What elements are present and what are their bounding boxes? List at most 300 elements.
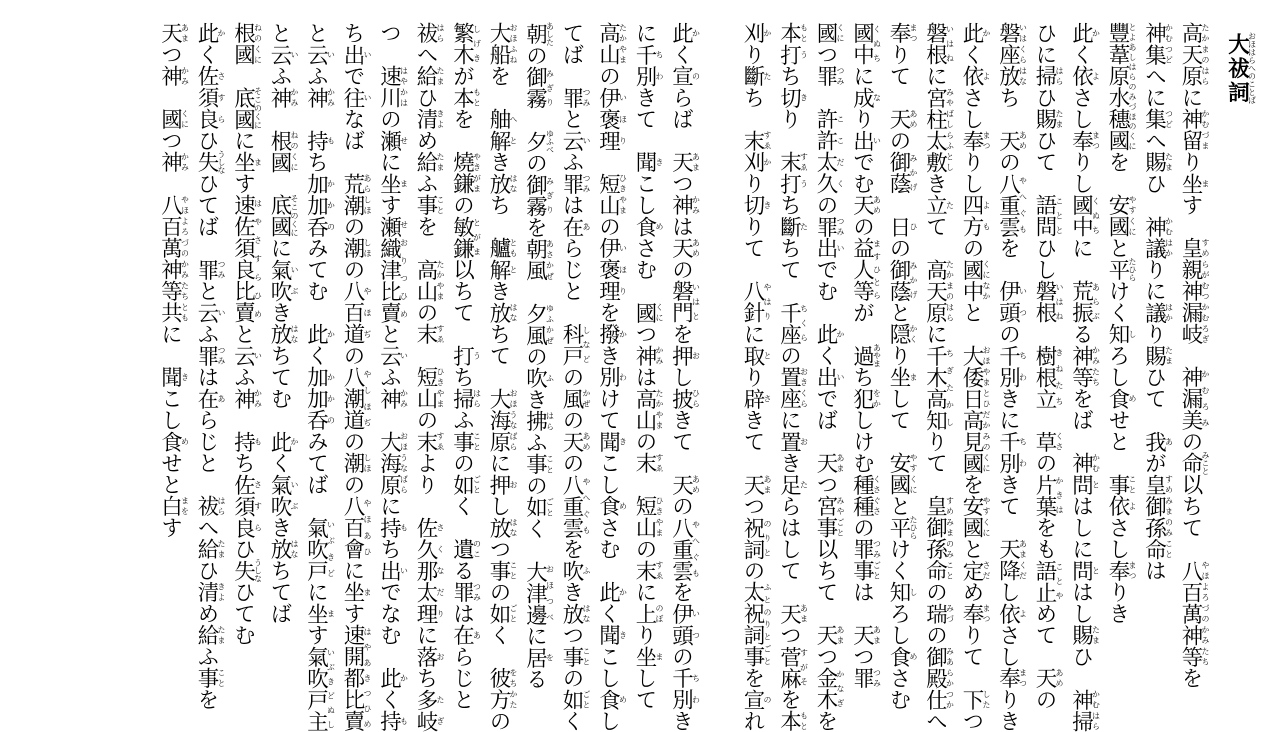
text-segment: でむ xyxy=(813,258,838,323)
furigana: みあらか xyxy=(945,645,955,689)
ruby-word: 千別ちわ xyxy=(632,43,664,87)
ruby-word: 大津邊おほつべ xyxy=(522,560,555,626)
text-segment: く xyxy=(376,688,402,710)
furigana: か xyxy=(217,22,226,44)
ruby-word: 神漏美かむろみ xyxy=(1178,366,1210,431)
text-segment: の xyxy=(668,645,694,667)
text-segment: りに xyxy=(1141,258,1167,302)
ruby-word: 罪事つみごと xyxy=(849,538,882,581)
text-segment: の xyxy=(922,581,948,603)
furigana: か xyxy=(836,323,845,345)
furigana: たま xyxy=(1055,108,1064,130)
furigana: ま xyxy=(655,645,664,667)
furigana: はか xyxy=(1164,301,1174,323)
ruby-word: 潮しほ xyxy=(340,237,372,259)
text-segment: らじと xyxy=(449,645,475,710)
furigana: よ xyxy=(1091,65,1101,87)
text-segment: は xyxy=(559,194,584,216)
text-segment: ひ xyxy=(194,129,219,151)
furigana: あめ xyxy=(909,108,918,130)
furigana: いはね xyxy=(1055,280,1064,323)
furigana: ちわ xyxy=(1018,344,1028,388)
text-column xyxy=(1137,22,1174,698)
text-segment: りき xyxy=(995,688,1021,732)
furigana: やへぐも xyxy=(582,473,591,538)
text-segment xyxy=(267,108,292,130)
text-segment: と xyxy=(303,22,329,44)
ruby-word: 天あま xyxy=(157,22,190,44)
furigana: た xyxy=(799,473,809,495)
text-segment: ちて xyxy=(776,237,802,302)
ruby-word: 宣の xyxy=(740,688,772,710)
ruby-word: 白まを xyxy=(157,495,190,517)
furigana: おほはらへのことば xyxy=(1247,32,1257,104)
ruby-word: 遺のこ xyxy=(449,538,482,560)
furigana: かむ xyxy=(1091,452,1101,474)
furigana: たま xyxy=(1164,151,1174,173)
furigana: と xyxy=(1091,473,1101,495)
ruby-word: 依よ xyxy=(1105,495,1137,517)
furigana: う xyxy=(799,43,809,65)
ruby-word: 清きよ xyxy=(413,108,445,130)
ruby-word: 如ごと xyxy=(486,602,518,624)
text-segment: を xyxy=(813,710,838,732)
furigana: いぶ xyxy=(290,473,299,517)
furigana: しなど xyxy=(582,323,591,366)
ruby-word: 放はな xyxy=(486,301,518,323)
furigana: あ xyxy=(582,215,591,237)
furigana: やすくに xyxy=(909,452,918,495)
text-segment: と xyxy=(194,280,219,302)
text-column xyxy=(1064,22,1101,732)
text-column xyxy=(664,22,701,732)
ruby-word: 國くに xyxy=(813,22,845,44)
ruby-word: 末すゑ xyxy=(632,559,664,581)
text-segment: けく xyxy=(1105,280,1130,323)
ruby-word: 命みこと xyxy=(1178,450,1210,475)
furigana: あやま xyxy=(872,343,882,368)
ruby-word: 金木かなぎ xyxy=(813,667,845,710)
text-segment: め xyxy=(413,129,438,151)
text-segment: の xyxy=(595,215,621,237)
furigana: つど xyxy=(1164,43,1174,65)
text-segment: を xyxy=(1105,151,1130,194)
furigana: い xyxy=(253,344,263,366)
ruby-word: 下した xyxy=(959,688,991,710)
ruby-word: 罪つみ xyxy=(194,258,226,280)
furigana: のぼ xyxy=(655,602,664,624)
text-segment: の xyxy=(632,538,657,560)
text-segment: は xyxy=(1141,559,1167,581)
text-segment: ち xyxy=(449,366,475,388)
furigana: う xyxy=(799,172,809,194)
ruby-word: 如ごと xyxy=(522,496,555,518)
furigana: も xyxy=(326,129,336,151)
ruby-word: 打う xyxy=(776,172,809,194)
furigana: ちぎたかし xyxy=(945,344,955,431)
ruby-word: 朝風あさかぜ xyxy=(522,238,555,282)
ruby-word: 清きよ xyxy=(194,581,226,603)
ruby-word: 食め xyxy=(886,645,918,667)
ruby-word: 拂はら xyxy=(522,410,555,432)
text-segment: と xyxy=(959,538,984,560)
furigana: さだ xyxy=(982,559,991,581)
ruby-word: 足た xyxy=(776,473,809,495)
ruby-word: 短山ひきやま xyxy=(413,366,445,409)
furigana: うしな xyxy=(253,558,263,583)
furigana: あ xyxy=(1164,430,1174,452)
ruby-word: 燒鎌やきがま xyxy=(449,151,482,194)
text-segment xyxy=(267,173,292,195)
furigana: いぶ xyxy=(290,258,299,302)
ruby-word: 坐ま xyxy=(632,645,664,667)
text-column xyxy=(954,22,991,732)
text-column xyxy=(299,22,336,732)
furigana: あめ xyxy=(691,237,701,259)
ruby-word: 云い xyxy=(303,43,336,65)
text-segment: る xyxy=(449,559,475,581)
text-segment: の xyxy=(1032,688,1057,710)
text-column xyxy=(591,22,628,732)
text-segment: りて xyxy=(959,624,984,689)
text-segment: みてば xyxy=(303,430,329,517)
text-segment: す xyxy=(376,194,402,216)
text-segment: く xyxy=(267,452,292,474)
ruby-word: 佐須良さすら xyxy=(230,473,263,538)
text-segment: の xyxy=(340,473,365,495)
ruby-word: 國くに xyxy=(632,301,664,323)
ruby-word: 事こと xyxy=(559,645,591,667)
furigana: い xyxy=(872,129,882,151)
ruby-word: 瑞みづ xyxy=(922,602,955,624)
furigana: あめ xyxy=(582,430,591,452)
ruby-word: 放はな xyxy=(486,172,518,194)
furigana: すがそ xyxy=(799,645,809,689)
furigana: ひ xyxy=(909,215,918,237)
text-segment: ちて xyxy=(486,323,511,388)
ruby-word: 奉まつ xyxy=(959,129,991,151)
ruby-word: 坐ま xyxy=(340,581,372,603)
furigana: みかげ xyxy=(909,258,918,302)
text-segment: ち xyxy=(995,86,1021,130)
ruby-word: 國中くぬち xyxy=(1068,194,1101,237)
ruby-word: 刈か xyxy=(740,151,772,173)
furigana: はやさすらひめ xyxy=(253,194,263,323)
text-segment: つ xyxy=(776,624,802,646)
text-segment xyxy=(158,173,183,195)
ruby-word: 食め xyxy=(595,688,628,710)
furigana: ま xyxy=(1201,172,1210,194)
ruby-word: 成な xyxy=(849,86,882,108)
text-segment: つ xyxy=(813,473,838,495)
text-segment: し xyxy=(595,710,621,732)
text-segment: つ xyxy=(813,645,838,667)
text-segment: を xyxy=(776,688,802,710)
text-segment: は xyxy=(632,366,657,388)
text-segment: く xyxy=(1068,43,1094,65)
text-segment: の xyxy=(559,409,584,431)
ruby-word: 斷た xyxy=(776,215,809,237)
text-segment: せと xyxy=(1105,409,1130,474)
ruby-word: 繁木しげき xyxy=(449,22,482,65)
furigana: はな xyxy=(290,538,299,560)
ruby-word: 末すゑ xyxy=(776,151,809,173)
furigana: きよ xyxy=(217,581,226,603)
text-segment: り xyxy=(632,624,657,646)
text-segment: ひ xyxy=(1141,172,1167,216)
ruby-word: 八潮道やしほぢ xyxy=(340,366,372,431)
text-segment: を xyxy=(740,667,765,689)
text-segment: を xyxy=(959,473,984,495)
ruby-word: 此か xyxy=(376,667,409,689)
furigana: はな xyxy=(509,301,518,323)
text-column xyxy=(991,22,1028,732)
text-segment: き xyxy=(922,172,948,194)
ruby-word: 彼方をちかた xyxy=(486,667,518,710)
ruby-word: 坐ま xyxy=(886,366,918,388)
text-segment: に xyxy=(267,237,292,259)
ruby-word: 食め xyxy=(632,215,664,237)
text-segment: りし xyxy=(959,151,984,194)
furigana: あらしほ xyxy=(363,172,372,216)
ruby-word: 加加呑かかの xyxy=(303,172,336,237)
ruby-word: 食め xyxy=(1105,387,1137,409)
furigana: し xyxy=(909,581,918,603)
text-segment: の xyxy=(449,452,475,474)
furigana: みぎり xyxy=(545,173,555,217)
furigana: い xyxy=(217,301,226,323)
ruby-word: 給たま xyxy=(194,624,226,646)
furigana: いつ xyxy=(691,602,701,646)
furigana: いつ xyxy=(1018,280,1028,323)
text-segment: きに xyxy=(995,387,1021,431)
furigana: さすら xyxy=(217,65,226,130)
ruby-word: 打う xyxy=(449,344,482,366)
ruby-word: 末すゑ xyxy=(413,323,445,345)
ruby-word: 奉まつ xyxy=(1105,559,1137,581)
furigana: ふ xyxy=(545,367,555,389)
ruby-word: 伊褒理いほり xyxy=(595,86,628,151)
ruby-word: 坐ま xyxy=(303,602,336,624)
text-segment: きて xyxy=(995,473,1021,538)
ruby-word: 菅麻すがそ xyxy=(776,645,809,689)
text-column xyxy=(153,22,190,698)
text-segment: の xyxy=(522,345,548,368)
furigana: あ xyxy=(217,387,226,409)
text-segment: ち xyxy=(303,151,329,173)
text-segment xyxy=(1032,323,1057,345)
furigana: あさかぜ xyxy=(545,238,555,282)
text-segment: く xyxy=(449,495,475,538)
ruby-word: 八百萬神等共やほよろづのかみたちとも xyxy=(157,194,190,323)
ruby-word: 多岐たぎ xyxy=(413,688,445,732)
ruby-word: 高山たかやま xyxy=(413,258,445,302)
text-segment: して xyxy=(886,387,911,452)
furigana: ゆふかぜ xyxy=(545,302,555,346)
ruby-word: 集つど xyxy=(1141,43,1174,65)
ruby-word: 高天原たかまのはら xyxy=(922,258,955,323)
ruby-word: 皇親神漏岐すめらがむつかむろぎ xyxy=(1178,237,1210,345)
furigana: いぶきど xyxy=(326,516,336,581)
furigana: たかやま xyxy=(618,22,628,65)
text-segment: ふ xyxy=(194,323,219,345)
furigana: はな xyxy=(509,516,518,538)
furigana: いはね xyxy=(945,22,955,65)
text-segment xyxy=(231,65,256,87)
text-segment: らじと xyxy=(559,237,584,323)
ruby-word: 掃はら xyxy=(1032,65,1064,87)
furigana: まつ xyxy=(1128,559,1137,581)
ruby-word: 神議かむはか xyxy=(1141,215,1174,259)
furigana: め xyxy=(1128,387,1137,409)
text-segment: の xyxy=(522,44,548,67)
text-segment: り xyxy=(1178,151,1203,173)
text-segment: り xyxy=(776,108,802,151)
ruby-word: 神かみ xyxy=(303,86,336,108)
text-segment: は xyxy=(668,215,694,237)
text-segment: き xyxy=(267,301,292,323)
furigana: こと xyxy=(582,645,591,667)
furigana: かみ xyxy=(691,194,701,216)
text-segment: が xyxy=(849,301,875,345)
furigana: くに xyxy=(655,301,664,323)
furigana: ま xyxy=(909,366,918,388)
furigana: しげき xyxy=(472,22,482,65)
ruby-word: 知し xyxy=(1105,323,1137,345)
text-segment: に xyxy=(230,129,256,151)
text-column xyxy=(808,22,845,732)
ruby-word: 夕ゆふべ xyxy=(522,129,555,154)
text-column xyxy=(226,22,263,698)
text-segment: に xyxy=(413,624,438,646)
furigana: すゑ xyxy=(655,452,664,474)
ruby-word: 出い xyxy=(813,366,845,388)
ruby-word: 罪つみ xyxy=(449,581,482,603)
text-segment: ち xyxy=(413,667,438,689)
text-segment: は xyxy=(194,366,219,388)
ruby-word: 天あま xyxy=(776,602,809,624)
text-segment: しけむ xyxy=(849,409,875,474)
furigana: ごと xyxy=(582,688,591,710)
furigana: たかまのはら xyxy=(1201,22,1210,87)
ruby-word: 取と xyxy=(740,344,772,366)
ruby-word: 瀬織津比賣せおりつひめ xyxy=(376,215,409,323)
text-column xyxy=(189,22,226,710)
ruby-word: 祓はら xyxy=(413,22,445,44)
furigana: たま xyxy=(436,151,445,173)
furigana: お xyxy=(436,645,445,667)
furigana: いはと xyxy=(691,280,701,323)
furigana: かみ xyxy=(180,151,190,173)
furigana: やほぢ xyxy=(363,280,372,345)
text-segment: の xyxy=(849,215,875,237)
furigana: さくなだり xyxy=(436,516,445,624)
text-column xyxy=(445,22,482,710)
furigana: たま xyxy=(436,65,445,87)
text-segment: く xyxy=(486,624,511,667)
text-segment: と xyxy=(1105,237,1130,259)
ruby-word: 食め xyxy=(157,430,190,452)
text-segment: る xyxy=(522,668,548,690)
text-segment xyxy=(304,108,329,130)
ruby-word: 天降あまくだ xyxy=(995,538,1028,581)
text-segment: に xyxy=(157,323,183,366)
ruby-word: 天あま xyxy=(740,473,772,495)
ruby-word: 御蔭みかげ xyxy=(886,151,918,194)
ruby-word: 我あ xyxy=(1141,430,1174,452)
ruby-word: 高山たかやま xyxy=(632,387,664,431)
text-segment: ふ xyxy=(194,645,219,667)
furigana: ちわ xyxy=(691,667,701,710)
text-segment: き xyxy=(486,280,511,302)
text-segment: さむ xyxy=(595,516,621,581)
text-segment: と xyxy=(886,495,911,517)
furigana: せ xyxy=(399,129,409,151)
furigana: かむ xyxy=(1164,22,1174,44)
ruby-word: 問と xyxy=(1068,473,1101,495)
text-segment: の xyxy=(522,152,548,174)
text-segment: す xyxy=(157,516,183,538)
ruby-word: 八百萬神等やほよろづのかみたち xyxy=(1178,559,1210,667)
ruby-word: 事こと xyxy=(486,559,518,581)
text-segment: と xyxy=(267,22,292,44)
text-segment: の xyxy=(632,430,657,452)
text-segment: りき xyxy=(1105,581,1130,624)
text-segment: り xyxy=(740,43,765,65)
furigana: つみ xyxy=(836,215,845,237)
ruby-word: 根國ねのくに xyxy=(267,129,299,173)
furigana: あめ xyxy=(872,194,882,216)
ruby-word: 宣の xyxy=(668,65,701,87)
ruby-word: 議はか xyxy=(1141,301,1174,323)
furigana: こと xyxy=(472,430,482,452)
furigana: かぜ xyxy=(582,387,591,409)
furigana: ちくら xyxy=(799,301,809,345)
ruby-word: 出い xyxy=(849,129,882,151)
ruby-word: 知し xyxy=(886,581,918,603)
furigana: かむろみ xyxy=(1201,366,1210,431)
ruby-word: 天あめ xyxy=(849,194,882,216)
ruby-word: 置お xyxy=(776,430,809,452)
furigana: ま xyxy=(326,602,336,624)
furigana: よ xyxy=(1128,495,1137,517)
furigana: ごと xyxy=(472,473,482,495)
text-segment: の xyxy=(886,237,911,259)
text-column xyxy=(627,22,664,710)
furigana: たひら xyxy=(1128,257,1137,282)
ruby-word: 立た xyxy=(922,194,955,216)
text-segment: て xyxy=(922,215,948,259)
ruby-word: 荒潮あらしほ xyxy=(340,172,372,216)
ruby-word: 云い xyxy=(559,129,591,151)
furigana: こと xyxy=(436,194,445,216)
text-segment: き xyxy=(668,710,694,732)
ruby-word: 神かむ xyxy=(1068,452,1101,474)
ruby-word: 天あま xyxy=(813,624,845,646)
furigana: た xyxy=(763,65,772,87)
furigana: かかの xyxy=(326,366,336,431)
ruby-word: 賜たま xyxy=(1068,624,1101,646)
furigana: め xyxy=(618,495,628,517)
furigana: はな xyxy=(290,323,299,345)
ruby-word: 罪つみ xyxy=(813,65,845,87)
text-segment: く xyxy=(813,344,838,366)
text-segment: は xyxy=(849,581,875,624)
furigana: つみ xyxy=(472,581,482,603)
text-segment: をも xyxy=(1032,516,1057,560)
ruby-word: 日ひ xyxy=(886,215,918,237)
furigana: たぎ xyxy=(436,688,445,732)
